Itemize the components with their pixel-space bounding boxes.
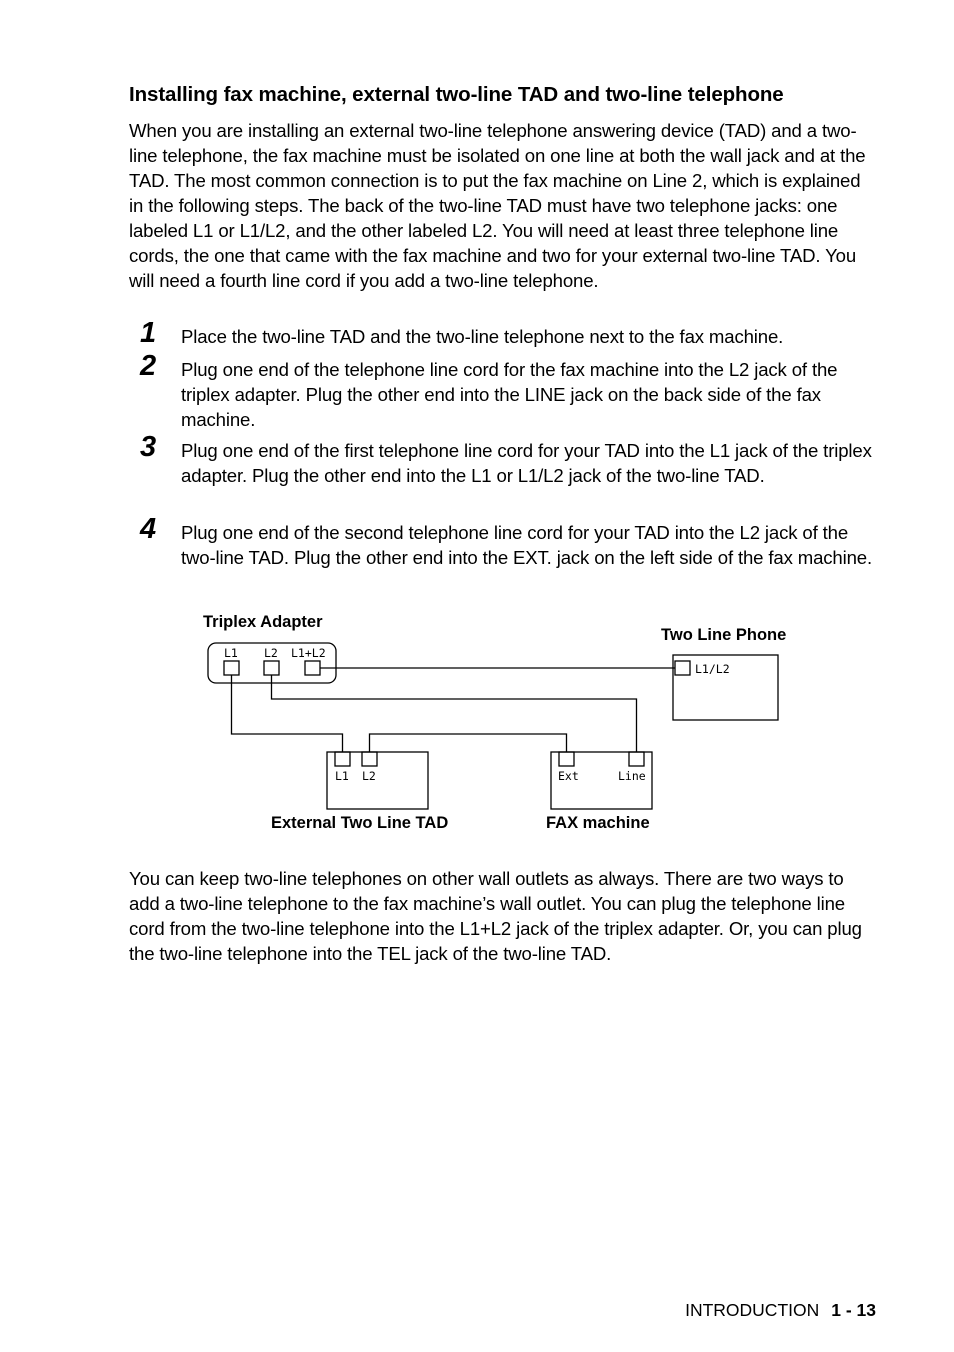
- triplex-adapter-label: Triplex Adapter: [203, 613, 323, 631]
- triplex-jack-l2-label: L2: [264, 646, 278, 660]
- tad-jack-l1-label: L1: [335, 769, 349, 783]
- step-text: Plug one end of the first telephone line cord for your TAD into the L1 jack of the triplex adapter. Plug the other end into the L1 or L1/L2 jack of the two-line TAD.: [181, 440, 872, 486]
- triplex-jack-l1: [224, 661, 239, 675]
- section-heading: Installing fax machine, external two-line TAD and two-line telephone: [129, 83, 784, 106]
- fax-machine-label: FAX machine: [546, 814, 650, 832]
- fax-jack-line: [629, 752, 644, 766]
- triplex-jack-l1l2: [305, 661, 320, 675]
- step-number: 3: [140, 431, 157, 463]
- tad-jack-l1: [335, 752, 350, 766]
- fax-jack-line-label: Line: [618, 769, 646, 783]
- step-text: Plug one end of the telephone line cord for the fax machine into the L2 jack of the triplex adapter. Plug the other end into the LINE jack on the back side of the fax machine.: [181, 359, 838, 430]
- two-line-phone-label: Two Line Phone: [661, 626, 787, 644]
- page-footer: [685, 1300, 876, 1321]
- step-text: Plug one end of the second telephone line cord for your TAD into the L2 jack of the two-line TAD. Plug the other end into the EXT. jack on the left side of the fax machine.: [181, 522, 873, 568]
- step-text: Place the two-line TAD and the two-line telephone next to the fax machine.: [181, 326, 784, 347]
- fax-jack-ext: [559, 752, 574, 766]
- cord-l2-to-fax-line: [272, 675, 637, 752]
- step-number: 1: [140, 317, 157, 349]
- fax-box: [551, 752, 652, 809]
- tad-jack-l2-label: L2: [362, 769, 376, 783]
- triplex-jack-l2: [264, 661, 279, 675]
- triplex-jack-l1l2-label: L1+L2: [291, 646, 326, 660]
- footer-section: INTRODUCTION: [685, 1300, 820, 1320]
- fax-jack-ext-label: Ext: [558, 769, 579, 783]
- cord-tad-l2-to-fax-ext: [370, 734, 567, 752]
- tad-box: [327, 752, 428, 809]
- triplex-adapter-box: [208, 643, 336, 683]
- step-number: 2: [140, 350, 157, 382]
- cord-l1-to-tad-l1: [232, 675, 343, 752]
- phone-jack-label: L1/L2: [695, 662, 730, 676]
- tad-label: External Two Line TAD: [271, 814, 449, 832]
- phone-box: [673, 655, 778, 720]
- triplex-jack-l1-label: L1: [224, 646, 238, 660]
- intro-paragraph: When you are installing an external two-line telephone answering device (TAD) and a two-line telephone, the fax machine must be isolated on one line at both the wall jack and at the TAD. The most common connection is to put the fax machine on Line 2, which is explained in the following steps. The back of the two-line TAD must have two telephone jacks: one labeled L1 or L1/L2, and the other labeled L2. You will need at least three telephone line cords, the one that came with the fax machine and two for your external two-line TAD. You will need a fourth line cord if you add a two-line telephone.: [129, 120, 866, 291]
- outro-paragraph: You can keep two-line telephones on other wall outlets as always. There are two ways to add a two-line telephone to the fax machine’s wall outlet. You can plug the telephone line cord from the two-line telephone into the L1+L2 jack of the triplex adapter. Or, you can plug the two-line telephone into the TEL jack of the two-line TAD.: [129, 868, 862, 964]
- tad-jack-l2: [362, 752, 377, 766]
- step-number: 4: [140, 513, 157, 545]
- phone-jack: [675, 661, 690, 675]
- page-number: 1 - 13: [831, 1300, 876, 1320]
